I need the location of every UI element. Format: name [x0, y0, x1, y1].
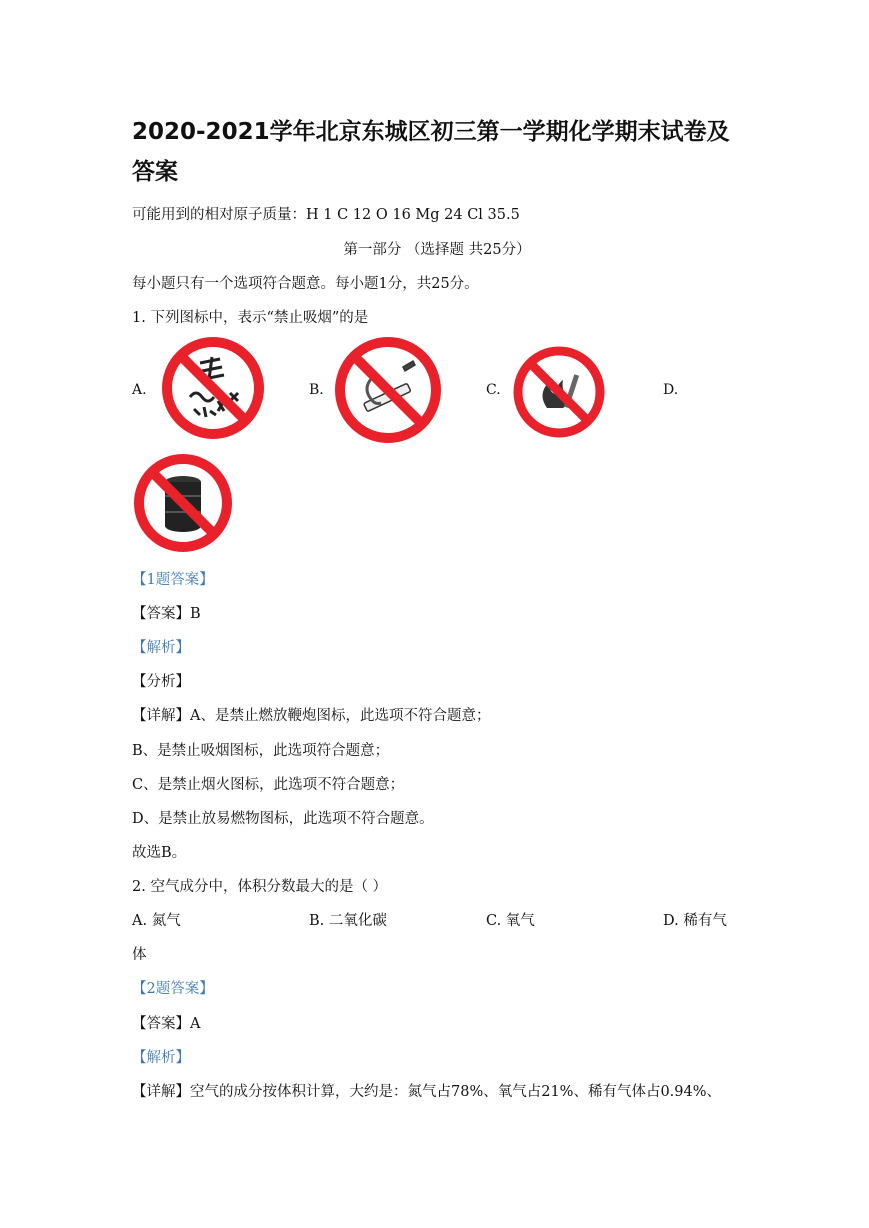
q2-option-d-wrap: 体	[132, 947, 147, 963]
q1-detail-line: 【详解】A、是禁止燃放鞭炮图标，此选项不符合题意；	[132, 708, 491, 724]
q1-detail-line: C、是禁止烟火图标，此选项不符合题意；	[132, 777, 405, 793]
q1-detail-line: D、是禁止放易燃物图标，此选项不符合题意。	[132, 811, 434, 827]
q1-option-c-label: C.	[486, 382, 501, 398]
q1-answer: 【答案】B	[132, 606, 201, 622]
q1-fenxi-header: 【分析】	[132, 674, 190, 690]
q2-option-c: C. 氧气	[486, 913, 535, 929]
q2-option-d: D. 稀有气	[663, 913, 727, 929]
q1-stem: 1. 下列图标中，表示“禁止吸烟”的是	[132, 310, 369, 326]
q2-option-b: B. 二氧化碳	[309, 913, 387, 929]
q1-conclusion: 故选B。	[132, 845, 187, 861]
no-firecrackers-sign-icon	[160, 335, 266, 441]
no-flammable-materials-sign-icon	[132, 452, 234, 554]
q2-option-a: A. 氮气	[132, 913, 181, 929]
q2-stem: 2. 空气成分中，体积分数最大的是（ ）	[132, 879, 388, 895]
q2-detail-line: 【详解】空气的成分按体积计算，大约是：氮气占78%、氧气占21%、稀有气体占0.94%、	[132, 1084, 722, 1100]
q1-option-d-label: D.	[663, 382, 679, 398]
q2-answer: 【答案】A	[132, 1016, 201, 1032]
atomic-masses: 可能用到的相对原子质量：H 1 C 12 O 16 Mg 24 Cl 35.5	[132, 207, 520, 223]
q1-answer-header: 【1题答案】	[132, 572, 214, 588]
q2-answer-header: 【2题答案】	[132, 981, 214, 997]
document-title: 2020-2021学年北京东城区初三第一学期化学期末试卷及答案	[132, 119, 730, 185]
q1-analysis-header: 【解析】	[132, 640, 190, 656]
q2-analysis-header: 【解析】	[132, 1050, 190, 1066]
instructions: 每小题只有一个选项符合题意。每小题1分，共25分。	[132, 276, 479, 292]
q1-option-b-label: B.	[309, 382, 324, 398]
part-heading: 第一部分 （选择题 共25分）	[343, 242, 531, 258]
no-smoking-sign-icon	[333, 335, 443, 445]
no-open-flame-sign-icon	[511, 344, 607, 440]
q1-detail-line: B、是禁止吸烟图标，此选项符合题意；	[132, 743, 390, 759]
q1-option-a-label: A.	[132, 382, 147, 398]
